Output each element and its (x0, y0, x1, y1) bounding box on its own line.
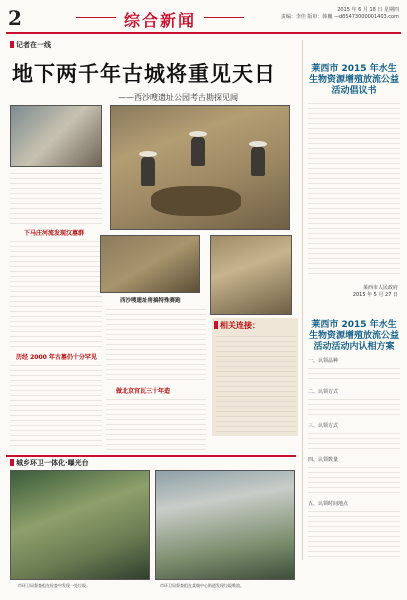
text-line (308, 412, 400, 414)
notice-item: 二、认领方式 (308, 389, 339, 395)
text-line (10, 388, 102, 390)
text-line (216, 389, 296, 391)
text-line (308, 216, 400, 218)
text-line (308, 539, 400, 541)
bottom-caption-2: 市环卫局督查组在某镇中心街道发现垃圾堆放。 (160, 583, 244, 588)
text-line (308, 106, 400, 108)
photo-pit (151, 186, 241, 216)
text-line (308, 121, 400, 123)
text-line (106, 402, 206, 404)
text-line (10, 418, 102, 420)
text-line (10, 181, 102, 183)
text-line (308, 221, 400, 223)
photo-person (141, 156, 155, 186)
bottom-section-title (10, 458, 89, 468)
text-line (308, 266, 400, 268)
text-line (308, 126, 400, 128)
text-line (106, 327, 206, 329)
text-line (216, 334, 296, 336)
text-line (308, 146, 400, 148)
text-line (216, 349, 296, 351)
text-line (308, 136, 400, 138)
text-line (10, 383, 102, 385)
text-line (308, 549, 400, 551)
photo-garbage-1 (10, 470, 150, 580)
text-line (216, 404, 296, 406)
text-line (308, 465, 400, 467)
text-line (10, 393, 102, 395)
date-line-2: 责编：李佳 版审：韩巍 —d85473000001403.com (280, 14, 399, 20)
related-title (214, 320, 260, 331)
text-line (106, 332, 206, 334)
photo-person (191, 136, 205, 166)
text-line (10, 363, 102, 365)
text-line (10, 398, 102, 400)
section-title: 综合新闻 (124, 8, 196, 31)
text-line (10, 408, 102, 410)
story-subhead: ——西沙嗖遗址公园考古勘探见闻 (118, 93, 238, 102)
text-line (308, 475, 400, 477)
text-line (216, 339, 296, 341)
text-line (10, 314, 102, 316)
text-line (10, 279, 102, 281)
text-line (216, 379, 296, 381)
text-line (10, 423, 102, 425)
text-line (308, 131, 400, 133)
text-line (10, 428, 102, 430)
text-line (308, 161, 400, 163)
text-line (10, 206, 102, 208)
bottom-title-label: 城乡环卫一体化·曝光台 (16, 459, 89, 467)
text-line (308, 509, 400, 511)
text-line (106, 372, 206, 374)
text-line (106, 447, 206, 449)
text-line (308, 397, 400, 399)
text-line (106, 352, 206, 354)
bottom-caption-1: 市环卫局督查组在检查中发现一处垃圾。 (18, 583, 90, 588)
text-line (10, 254, 102, 256)
text-line (308, 246, 400, 248)
photo-excavation-site (10, 105, 102, 167)
body-text (308, 430, 400, 450)
text-line (106, 397, 206, 399)
text-line (10, 284, 102, 286)
body-text (10, 170, 102, 225)
text-line (106, 407, 206, 409)
text-line (308, 151, 400, 153)
notice-title-2: 莱西市 2015 年水生生物资源增殖放流公益活动活动内认相方案 (308, 320, 399, 352)
text-line (10, 319, 102, 321)
text-line (106, 317, 206, 319)
body-text (308, 396, 400, 418)
text-line (10, 299, 102, 301)
text-line (106, 442, 206, 444)
text-line (10, 259, 102, 261)
text-line (308, 141, 400, 143)
body-text (10, 238, 102, 348)
text-line (308, 231, 400, 233)
story-headline: 地下两千年古城将重见天日 (12, 61, 276, 86)
text-line (10, 413, 102, 415)
masthead (6, 4, 401, 34)
text-line (106, 337, 206, 339)
text-line (308, 376, 400, 378)
text-line (106, 312, 206, 314)
bottom-bar (10, 459, 14, 466)
text-line (308, 480, 400, 482)
text-line (10, 244, 102, 246)
text-line (216, 429, 296, 431)
text-line (308, 166, 400, 168)
text-line (308, 534, 400, 536)
text-line (10, 324, 102, 326)
subsection-heading: 历经 2000 年古墓仍十分罕见 (16, 354, 97, 361)
text-line (10, 176, 102, 178)
text-line (216, 359, 296, 361)
body-text (106, 306, 206, 381)
text-line (308, 514, 400, 516)
text-line (216, 394, 296, 396)
text-line (308, 256, 400, 258)
text-line (216, 344, 296, 346)
page-number: 2 (8, 6, 22, 30)
text-line (308, 236, 400, 238)
text-line (10, 239, 102, 241)
text-line (308, 485, 400, 487)
text-line (10, 216, 102, 218)
text-line (308, 402, 400, 404)
text-line (216, 424, 296, 426)
text-line (308, 186, 400, 188)
text-line (308, 176, 400, 178)
notice-title-1: 莱西市 2015 年水生生物资源增殖放流公益活动倡议书 (308, 64, 399, 96)
text-line (10, 201, 102, 203)
related-bar (214, 321, 218, 329)
text-line (308, 171, 400, 173)
notice-item: 一、认领品种 (308, 358, 339, 364)
text-line (10, 304, 102, 306)
text-line (308, 241, 400, 243)
photo-hat (139, 151, 157, 157)
body-text (308, 464, 400, 494)
text-line (10, 191, 102, 193)
body-text (10, 362, 102, 447)
text-line (10, 378, 102, 380)
photo-relics (100, 235, 200, 293)
text-line (10, 171, 102, 173)
photo-caption: 西沙嗖遗址将搞特殊赛跑 (120, 298, 181, 304)
notice-item: 四、认领数量 (308, 457, 339, 463)
notice-item: 五、认领时间地点 (308, 501, 349, 507)
text-line (106, 362, 206, 364)
text-line (308, 431, 400, 433)
text-line (308, 271, 400, 273)
text-line (10, 443, 102, 445)
text-line (216, 414, 296, 416)
related-title-label: 相关连接： (220, 321, 260, 330)
text-line (308, 366, 400, 368)
text-line (216, 409, 296, 411)
photo-hat (249, 141, 267, 147)
text-line (10, 438, 102, 440)
text-line (10, 334, 102, 336)
text-line (10, 186, 102, 188)
photo-garbage-2 (155, 470, 295, 580)
text-line (308, 206, 400, 208)
text-line (10, 309, 102, 311)
text-line (308, 201, 400, 203)
text-line (308, 226, 400, 228)
text-line (308, 211, 400, 213)
text-line (10, 368, 102, 370)
photo-pottery (210, 235, 292, 315)
text-line (106, 342, 206, 344)
text-line (106, 322, 206, 324)
body-text (308, 365, 400, 383)
text-line (10, 344, 102, 346)
text-line (216, 399, 296, 401)
text-line (10, 329, 102, 331)
text-line (106, 377, 206, 379)
text-line (10, 269, 102, 271)
text-line (10, 294, 102, 296)
text-line (308, 261, 400, 263)
text-line (308, 436, 400, 438)
text-line (106, 347, 206, 349)
text-line (308, 490, 400, 492)
text-line (308, 191, 400, 193)
text-line (216, 369, 296, 371)
text-line (308, 519, 400, 521)
text-line (308, 470, 400, 472)
text-line (10, 289, 102, 291)
text-line (106, 417, 206, 419)
body-text (308, 100, 400, 275)
text-line (308, 116, 400, 118)
notice-item: 三、认领方式 (308, 423, 339, 429)
text-line (308, 441, 400, 443)
text-line (10, 211, 102, 213)
text-line (308, 446, 400, 448)
text-line (216, 354, 296, 356)
text-line (10, 196, 102, 198)
text-line (106, 367, 206, 369)
kicker-label: 记者在一线 (16, 41, 51, 49)
text-line (10, 373, 102, 375)
text-line (106, 432, 206, 434)
story-kicker (10, 40, 51, 50)
text-line (10, 264, 102, 266)
text-line (308, 524, 400, 526)
subsection-heading: 做北京官瓦三十年造 (116, 388, 171, 395)
text-line (308, 371, 400, 373)
text-line (308, 196, 400, 198)
text-line (308, 544, 400, 546)
text-line (10, 433, 102, 435)
text-line (308, 181, 400, 183)
text-line (308, 407, 400, 409)
body-text (216, 333, 296, 433)
text-line (10, 403, 102, 405)
text-line (10, 249, 102, 251)
text-line (106, 437, 206, 439)
photo-archaeologists (110, 105, 290, 230)
notice-sign: 莱西市人民政府 2015 年 5 月 27 日 (352, 285, 398, 298)
text-line (10, 274, 102, 276)
kicker-bar (10, 41, 14, 48)
body-text (308, 508, 400, 558)
text-line (216, 374, 296, 376)
photo-person (251, 146, 265, 176)
text-line (216, 364, 296, 366)
text-line (216, 384, 296, 386)
text-line (308, 529, 400, 531)
photo-hat (189, 131, 207, 137)
text-line (308, 156, 400, 158)
text-line (106, 427, 206, 429)
text-line (308, 554, 400, 556)
text-line (308, 251, 400, 253)
text-line (308, 111, 400, 113)
text-line (216, 419, 296, 421)
text-line (106, 307, 206, 309)
date-line (249, 7, 399, 21)
subsection-heading: 下马庄河流发现汉墓群 (24, 230, 85, 237)
text-line (106, 357, 206, 359)
text-line (10, 221, 102, 223)
body-text (106, 396, 206, 451)
text-line (308, 101, 400, 103)
text-line (106, 412, 206, 414)
date-line-1: 2015 年 6 月 18 日 星期四 (337, 7, 399, 13)
text-line (106, 422, 206, 424)
text-line (10, 339, 102, 341)
